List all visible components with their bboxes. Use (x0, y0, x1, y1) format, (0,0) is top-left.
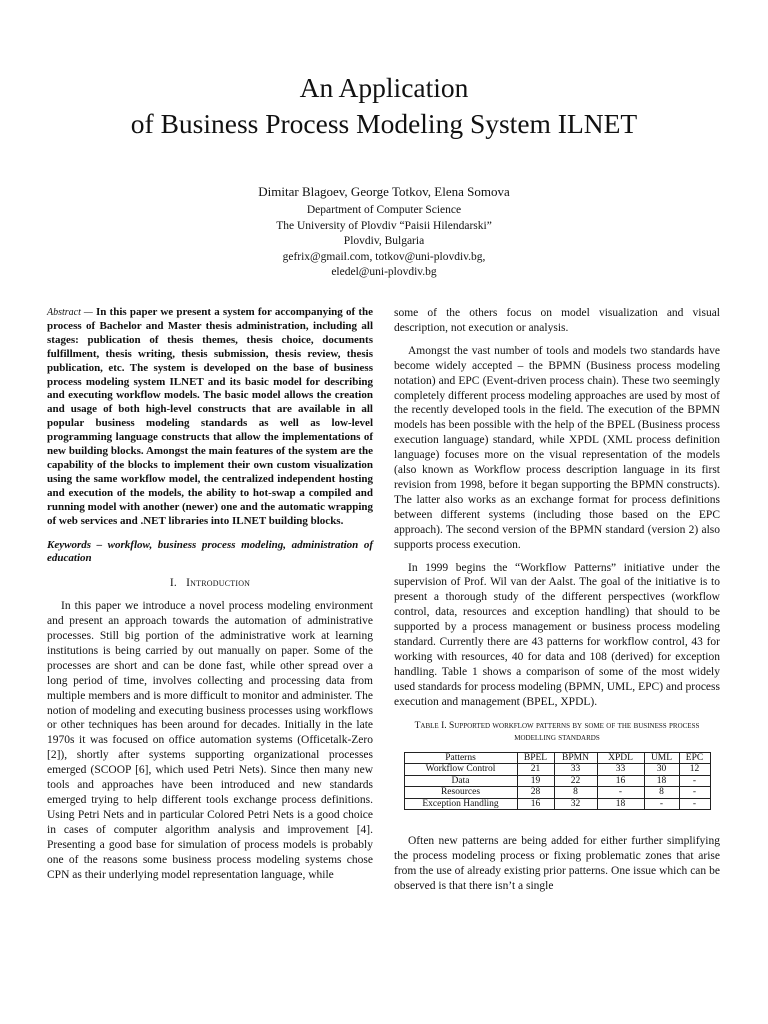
right-paragraph-1: some of the others focus on model visualization and visual description, not execution or analysis. (394, 307, 720, 334)
affiliation-city: Plovdiv, Bulgaria (343, 235, 425, 247)
table-cell: 12 (679, 764, 710, 776)
section-number: I. (169, 577, 177, 590)
table-header-cell: UML (644, 752, 679, 764)
affiliation-department: Department of Computer Science (306, 204, 462, 216)
intro-paragraph: In this paper we introduce a novel process modeling environment and present an approach towards the automation of administrative processes. Still big portion of the administrative work at learning institutions is being carried by out manually on paper. Some of the processes are short and can be done fast, while other spread over a long period of time, involves collecting and processing data from multiple members and is more difficult to monitor and administer. The notion of modeling and executing business processes using workflows or other techniques has been around for decades. Initially in the late 1970s it was focused on office automation systems (Officetalk-Zero [2]), shortly after systems supporting organizational processes emerged (SCOOP [6], which used Petri Nets). Since then many new tools and approaches have been introduced and new standards emerged trying to help different tools exchange process definitions. Using Petri Nets and in particular Colored Petri Nets is a good choice in cases of computer algorithm analysis and improvement [4]. Presenting a good base for simulation of process models is probably one of the reasons some business process modeling systems chose CPN as their underlying model representation language, while (47, 600, 373, 881)
table-cell: - (644, 798, 679, 810)
table-cell: 33 (597, 764, 644, 776)
left-column (47, 306, 373, 882)
table-cell: Workflow Control (404, 764, 517, 776)
table-cell: 19 (517, 775, 554, 787)
title-line-1: An Application (299, 72, 469, 103)
table-cell: 18 (644, 775, 679, 787)
table-row (404, 787, 710, 799)
affiliation-university: The University of Plovdiv “Paisii Hilendarski” (276, 219, 492, 232)
table-cell: Exception Handling (404, 798, 517, 810)
table-cell: 32 (554, 798, 597, 810)
table-cell: - (597, 787, 644, 799)
table-cell: 22 (554, 775, 597, 787)
keywords: Keywords – workflow, business process modeling, administration of education (47, 538, 373, 565)
table-cell: - (679, 775, 710, 787)
table-header-cell: BPEL (517, 752, 554, 764)
table-header-cell: Patterns (404, 752, 517, 764)
table-row (404, 798, 710, 810)
affiliation-emails-1: gefrix@gmail.com, totkov@uni-plovdiv.bg, (282, 250, 486, 263)
right-column (394, 306, 720, 894)
affiliation-block (0, 203, 768, 281)
table-cell: 16 (597, 775, 644, 787)
right-paragraph-4: Often new patterns are being added for either further simplifying the process modeling process or fixing problematic zones that arise from the use of already existing prior patterns. One issue which can be observed is that there isn’t a single (394, 835, 720, 892)
table-cell: - (679, 798, 710, 810)
abstract (47, 306, 373, 529)
table-cell: 28 (517, 787, 554, 799)
table-header-cell: EPC (679, 752, 710, 764)
workflow-patterns-table (404, 752, 711, 811)
right-paragraph-2: Amongst the vast number of tools and models two standards have become widely accepted – the BPMN (Business process modeling notation) and EPC (Event-driven process chain). These two seemingly completely different process modeling approaches are used by most of the recently developed tools in the field. The execution of the BPMN models has been possible with the help of the BPEL (Business process execution language) standard, while XPDL (XML process definition language) focuses more on the visual representation of the models (also known as Workflow process description language in its first revision from 1998, before it began supporting the BPMN constructs). The latter also works as an exchange format for process definitions between different systems (including those based on the EPC approach). The second version of the BPMN standard (version 2) also supports process execution. (394, 344, 720, 551)
table-row (404, 764, 710, 776)
abstract-text: In this paper we present a system for accompanying of the process of Bachelor and Master thesis administration, including all stages: publication of thesis themes, thesis choice, documents fulfillment, thesis writing, thesis submission, thesis review, thesis publication, etc. The system is developed on the base of business process modeling system ILNET and its basic model for describing and executing workflow models. The basic model allows the creation and usage of both high-level constructs that are available in all popular business modeling standards as well as low-level programming language constructs that allow the implementations of new building blocks. Amongst the main features of the system are the capability of the blocks to implement their own custom visualization using the same workflow model, the centralized independent hosting and execution of the models, the ability to hot-swap a compiled and running model with another (newer) one and the automatic wrapping of web services and .NET libraries into ILNET building blocks. (47, 306, 373, 527)
abstract-label: Abstract — (47, 307, 93, 318)
table-cell: 8 (644, 787, 679, 799)
table-header-row (404, 752, 710, 764)
table-header-cell: BPMN (554, 752, 597, 764)
table-row (404, 775, 710, 787)
table-cell: - (679, 787, 710, 799)
table-caption: Table I. Supported workflow patterns by some of the business process modelling standards (414, 720, 700, 743)
section-heading (47, 576, 373, 591)
table-cell: 33 (554, 764, 597, 776)
section-title: Introduction (186, 577, 251, 590)
affiliation-emails-2: eledel@uni-plovdiv.bg (331, 266, 437, 278)
table-cell: 30 (644, 764, 679, 776)
right-paragraph-3: In 1999 begins the “Workflow Patterns” initiative under the supervision of Prof. Wil van der Aalst. The goal of the initiative is to present a thorough study of the different perspectives (workflow control, data, resources and exception handling) that should to be supported by a process management or business process modeling standard. Currently there are 43 patterns for workflow control, 43 for working with resources, 40 for data and 108 (derived) for exception handling. Table 1 shows a comparison of some of the most widely used standards for process modeling (BPMN, UML, EPC) and process execution and management (BPEL, XPDL). (394, 561, 720, 708)
table-cell: Data (404, 775, 517, 787)
paper-title (0, 70, 768, 142)
table-cell: 8 (554, 787, 597, 799)
table-cell: 16 (517, 798, 554, 810)
table-cell: 21 (517, 764, 554, 776)
table-cell: 18 (597, 798, 644, 810)
author-list: Dimitar Blagoev, George Totkov, Elena Somova (258, 184, 510, 199)
title-line-2: of Business Process Modeling System ILNET (130, 108, 638, 139)
table-cell: Resources (404, 787, 517, 799)
table-header-cell: XPDL (597, 752, 644, 764)
